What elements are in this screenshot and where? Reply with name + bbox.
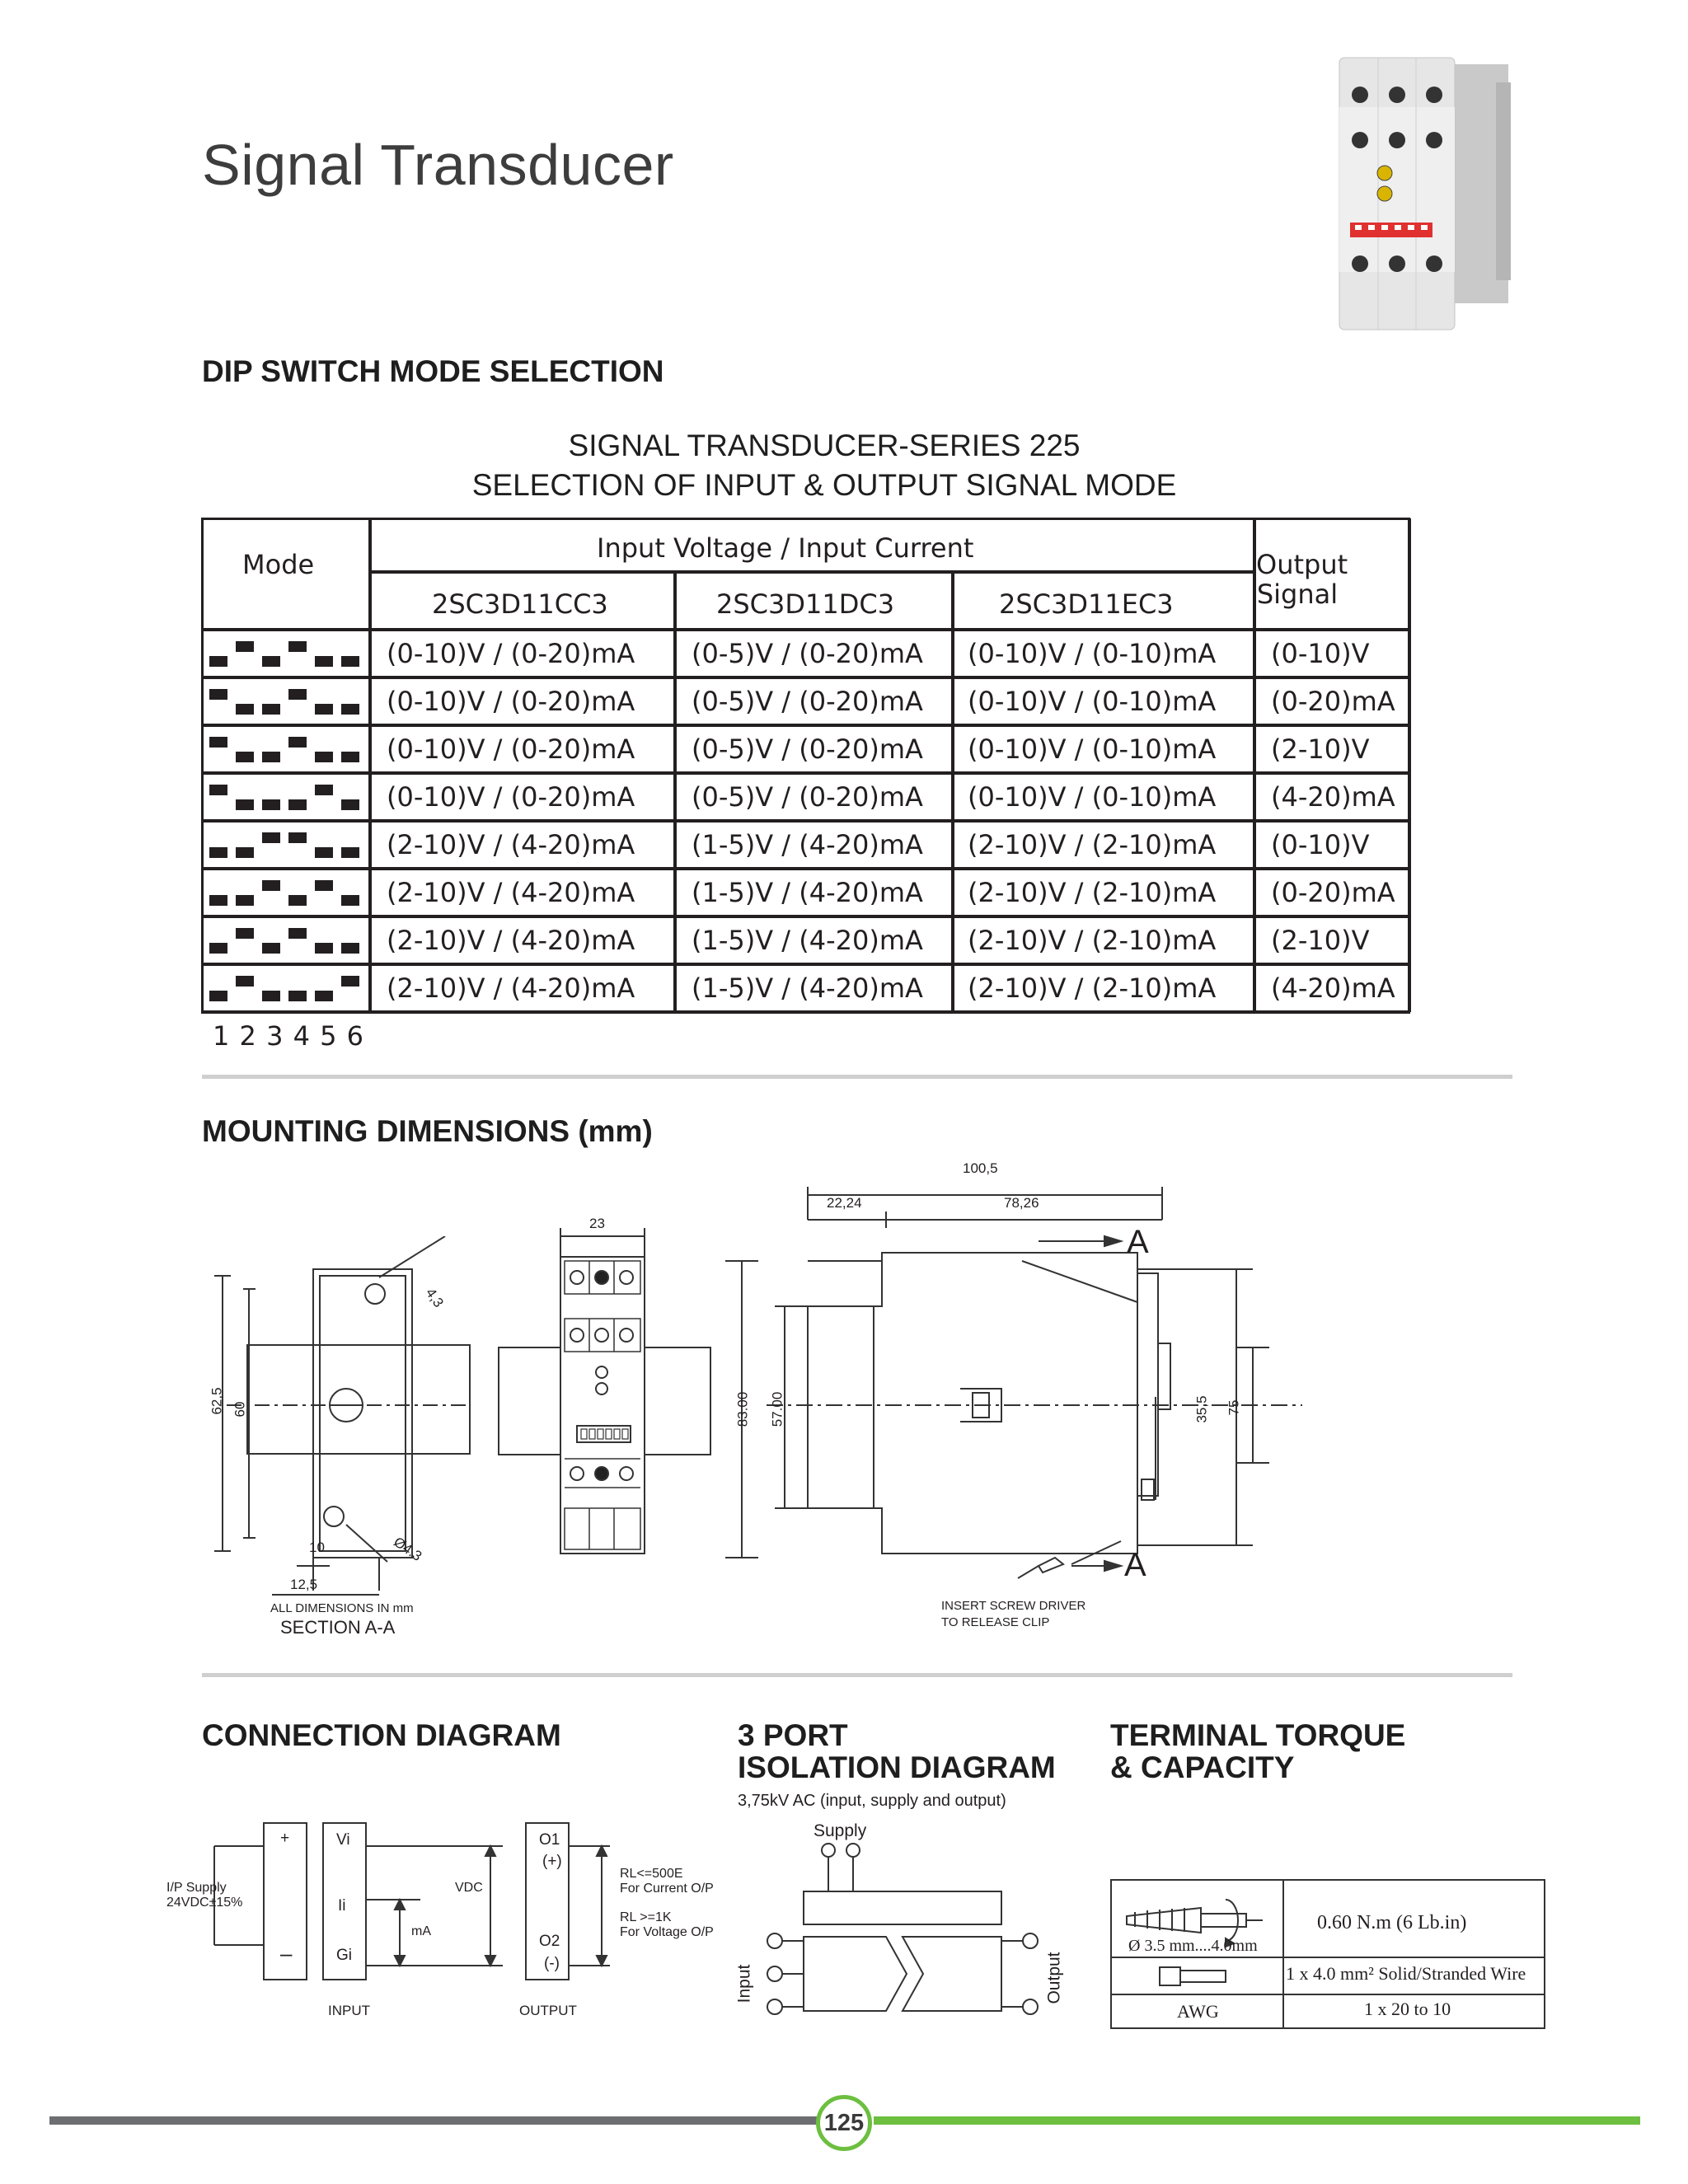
torque-value: 0.60 N.m (6 Lb.in) [1317,1912,1467,1933]
switch-off [315,991,333,1001]
switch-off [341,704,359,715]
output-signal-cell: (2-10)V [1271,925,1370,956]
supply-line-1: I/P Supply [166,1881,227,1895]
switch-off [209,991,227,1001]
dim-78-26: 78,26 [1004,1195,1039,1211]
section-divider-1 [202,1075,1512,1079]
footer-bar-gray [49,2116,820,2125]
rl2-line-2: For Voltage O/P [620,1925,714,1939]
dip-switch-icon [206,821,371,869]
output-signal-cell: (4-20)mA [1271,781,1395,813]
awg-label: AWG [1177,2001,1219,2022]
output-signal-cell: (0-20)mA [1271,877,1395,908]
model-ec3: 2SC3D11EC3 [999,588,1174,620]
isolation-output-label: Output [1044,1952,1064,2004]
switch-on [288,928,307,939]
input-range-cell: (0-10)V / (0-20)mA [387,638,635,669]
switch-numbers: 1 2 3 4 5 6 [213,1020,365,1052]
dim-23: 23 [589,1216,605,1231]
switch-off [315,752,333,762]
switch-off [288,895,307,906]
switch-off [341,752,359,762]
mounting-heading: MOUNTING DIMENSIONS (mm) [202,1114,653,1148]
switch-off [236,847,254,858]
input-range-cell: (2-10)V / (4-20)mA [387,877,635,908]
footer-bar-green [874,2116,1640,2125]
section-marker-bottom: A [1124,1547,1146,1583]
input-range-cell: (0-5)V / (0-20)mA [692,686,923,717]
switch-on [262,832,280,843]
screwdriver-note-1: INSERT SCREW DRIVER [941,1599,1086,1613]
dip-switch-icon [206,916,371,964]
vdc-label: VDC [455,1881,483,1895]
dim-57: 57.00 [769,1391,785,1427]
dim-dia-4-3: Ø4.3 [391,1534,425,1564]
switch-on [315,880,333,891]
input-range-cell: (2-10)V / (4-20)mA [387,829,635,860]
ma-label: mA [411,1924,431,1938]
switch-off [341,943,359,954]
switch-off [315,704,333,715]
input-range-cell: (2-10)V / (4-20)mA [387,925,635,956]
dim-60: 60 [232,1401,248,1418]
supply-line-2: 24VDC±15% [166,1896,243,1910]
page-number-badge [816,2095,872,2151]
all-dims-note: ALL DIMENSIONS IN mm [270,1601,414,1615]
dim-75: 75 [1226,1399,1242,1416]
input-range-cell: (0-10)V / (0-10)mA [968,733,1217,765]
switch-off [341,847,359,858]
model-dc3: 2SC3D11DC3 [716,588,895,620]
switch-off [262,991,280,1001]
output-header-1: Output [1256,549,1348,580]
input-range-cell: (1-5)V / (4-20)mA [692,877,923,908]
front-view-drawing [490,1220,721,1558]
input-range-cell: (0-10)V / (0-10)mA [968,686,1217,717]
product-image [1319,49,1517,338]
switch-off [236,752,254,762]
input-range-cell: (0-5)V / (0-20)mA [692,638,923,669]
output-signal-cell: (0-20)mA [1271,686,1395,717]
switch-off [262,704,280,715]
switch-off [341,799,359,810]
dim-62-5: 62,5 [209,1387,225,1415]
output-header-2: Signal [1256,579,1339,610]
switch-on [288,737,307,748]
output-signal-cell: (4-20)mA [1271,972,1395,1004]
switch-off [341,656,359,667]
input-range-cell: (0-10)V / (0-20)mA [387,686,635,717]
switch-off [236,895,254,906]
dip-switch-icon [206,869,371,916]
o1-label: O1 [539,1831,560,1849]
screwdriver-note-2: TO RELEASE CLIP [941,1615,1050,1629]
switch-off [262,752,280,762]
rl1-line-1: RL<=500E [620,1867,683,1881]
section-divider-2 [202,1673,1512,1677]
input-label: INPUT [328,2003,370,2018]
input-range-cell: (0-5)V / (0-20)mA [692,781,923,813]
switch-off [262,656,280,667]
ii-label: Ii [338,1897,346,1915]
input-range-cell: (0-5)V / (0-20)mA [692,733,923,765]
isolation-heading-2: ISOLATION DIAGRAM [738,1750,1056,1784]
dim-4-3: 4,3 [422,1285,447,1310]
input-range-cell: (2-10)V / (4-20)mA [387,972,635,1004]
switch-off [315,656,333,667]
o1-sign: (+) [542,1853,562,1870]
page-number: 125 [823,2110,865,2136]
connection-heading: CONNECTION DIAGRAM [202,1718,561,1752]
dim-12-5: 12,5 [290,1577,318,1592]
table-subtitle-2: SELECTION OF INPUT & OUTPUT SIGNAL MODE [471,468,1177,502]
switch-off [315,847,333,858]
switch-off [288,799,307,810]
isolation-heading-1: 3 PORT [738,1718,848,1752]
input-range-cell: (0-10)V / (0-20)mA [387,733,635,765]
output-signal-cell: (2-10)V [1271,733,1370,765]
o2-label: O2 [539,1933,560,1950]
rl2-line-1: RL >=1K [620,1910,672,1924]
input-range-cell: (0-10)V / (0-10)mA [968,638,1217,669]
switch-on [209,689,227,700]
switch-off [288,991,307,1001]
plus-label: + [280,1830,290,1847]
switch-off [209,656,227,667]
wire-capacity: 1 x 4.0 mm² Solid/Stranded Wire [1286,1963,1526,1984]
input-range-cell: (2-10)V / (2-10)mA [968,972,1217,1004]
section-marker-top: A [1127,1224,1149,1260]
switch-off [236,704,254,715]
gi-label: Gi [336,1947,352,1964]
section-aa-label: SECTION A-A [280,1617,396,1638]
dip-switch-icon [206,964,371,1012]
dip-switch-icon [206,773,371,821]
torque-heading-1: TERMINAL TORQUE [1110,1718,1406,1752]
switch-off [209,847,227,858]
input-range-cell: (2-10)V / (2-10)mA [968,925,1217,956]
awg-value: 1 x 20 to 10 [1364,1999,1451,2019]
dim-83: 83.00 [734,1391,751,1427]
mode-header: Mode [242,549,315,580]
dip-switch-icon [206,725,371,773]
output-label: OUTPUT [519,2003,577,2018]
o2-sign: (-) [544,1955,560,1972]
switch-off [262,799,280,810]
input-range-cell: (1-5)V / (4-20)mA [692,829,923,860]
dip-switch-icon [206,630,371,677]
input-range-cell: (2-10)V / (2-10)mA [968,829,1217,860]
isolation-input-label: Input [734,1964,754,2004]
input-range-cell: (0-10)V / (0-20)mA [387,781,635,813]
switch-on [288,689,307,700]
vi-label: Vi [336,1831,350,1849]
isolation-note: 3,75kV AC (input, supply and output) [738,1792,1006,1810]
minus-label: – [280,1941,293,1966]
supply-label: Supply [814,1821,867,1840]
output-signal-cell: (0-10)V [1271,638,1370,669]
switch-off [341,895,359,906]
switch-on [288,641,307,652]
switch-on [262,880,280,891]
switch-on [236,641,254,652]
switch-off [262,943,280,954]
dim-100-5: 100,5 [963,1160,998,1176]
input-range-cell: (2-10)V / (2-10)mA [968,877,1217,908]
screw-size: Ø 3.5 mm....4.0mm [1128,1937,1258,1955]
switch-on [236,928,254,939]
output-signal-cell: (0-10)V [1271,829,1370,860]
switch-on [341,976,359,987]
dim-10: 10 [309,1540,325,1555]
dim-35-5: 35,5 [1193,1395,1210,1423]
switch-on [288,832,307,843]
switch-on [236,976,254,987]
switch-on [315,785,333,795]
dip-section-heading: DIP SWITCH MODE SELECTION [202,354,664,388]
switch-on [209,785,227,795]
rl1-line-2: For Current O/P [620,1882,714,1896]
dim-22-24: 22,24 [827,1195,862,1211]
switch-off [236,799,254,810]
model-cc3: 2SC3D11CC3 [432,588,608,620]
mode-selection-table [201,518,1411,1016]
input-range-cell: (1-5)V / (4-20)mA [692,925,923,956]
isolation-diagram [742,1838,1055,2036]
switch-on [209,737,227,748]
switch-off [209,895,227,906]
switch-off [209,943,227,954]
input-range-cell: (1-5)V / (4-20)mA [692,972,923,1004]
switch-off [315,943,333,954]
side-view-drawing [725,1170,1319,1607]
torque-heading-2: & CAPACITY [1110,1750,1295,1784]
input-header: Input Voltage / Input Current [597,532,974,564]
input-range-cell: (0-10)V / (0-10)mA [968,781,1217,813]
page-title: Signal Transducer [202,133,674,197]
table-subtitle-1: SIGNAL TRANSDUCER-SERIES 225 [568,429,1081,462]
dip-switch-icon [206,677,371,725]
